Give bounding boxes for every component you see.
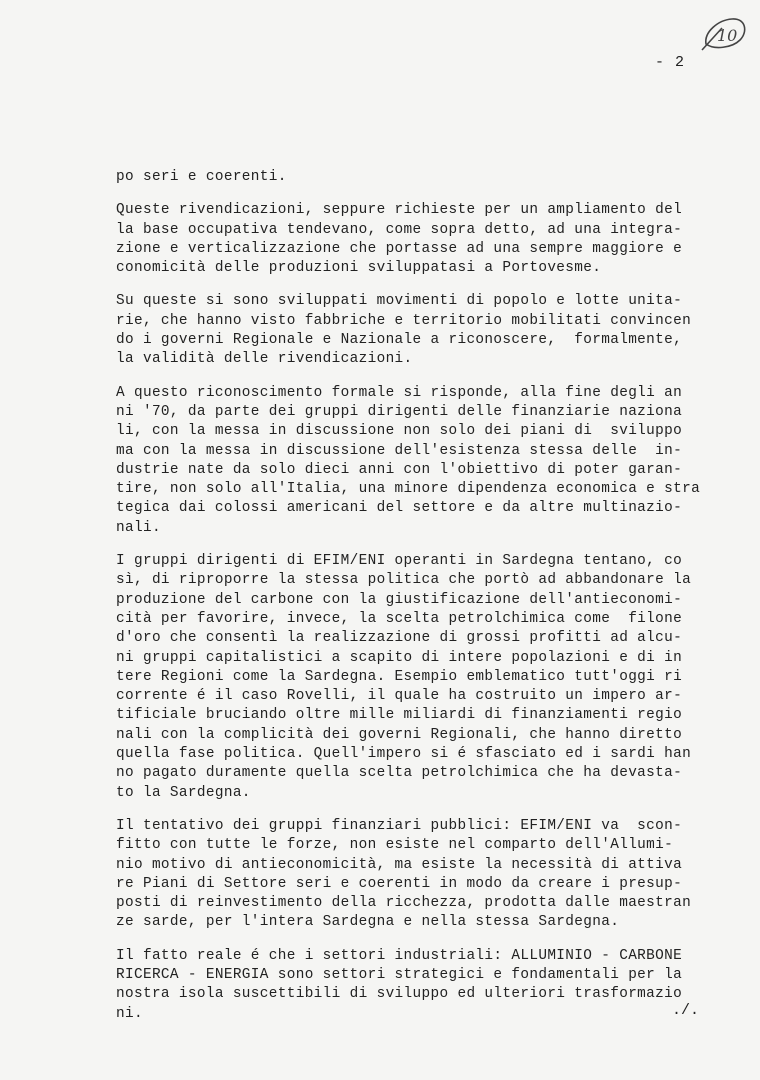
text-line: tificiale bruciando oltre mille miliardi di finanziamenti regio: [116, 707, 683, 724]
paragraph: [116, 168, 696, 187]
text-line: la validità delle rivendicazioni.: [116, 351, 413, 368]
text-line: tire, non solo all'Italia, una minore dipendenza economica e stra: [116, 481, 701, 498]
text-line: sì, di riproporre la stessa politica che portò ad abbandonare la: [116, 572, 692, 589]
page-number: - 2: [655, 54, 686, 71]
text-line: cità per favorire, invece, la scelta petrolchimica come filone: [116, 610, 683, 627]
text-line: ni '70, da parte dei gruppi dirigenti delle finanziarie naziona: [116, 403, 683, 420]
text-line: d'oro che consentì la realizzazione di grossi profitti ad alcu-: [116, 630, 683, 647]
text-line: nali.: [116, 519, 161, 536]
text-line: ma con la messa in discussione dell'esistenza stessa delle in-: [116, 442, 683, 459]
document-body: [116, 168, 701, 1038]
text-line: nio motivo di antieconomicità, ma esiste la necessità di attiva: [116, 856, 683, 873]
text-line: tegica dai colossi americani del settore e da altre multinazio-: [116, 500, 683, 517]
text-line: RICERCA - ENERGIA sono settori strategici e fondamentali per la: [116, 966, 683, 983]
paragraph: [116, 947, 696, 1024]
text-line: no pagato duramente quella scelta petrolchimica che ha devasta-: [116, 765, 683, 782]
text-line: Il fatto reale é che i settori industriali: ALLUMINIO - CARBONE: [116, 947, 683, 964]
text-line: to la Sardegna.: [116, 784, 251, 801]
text-line: dustrie nate da solo dieci anni con l'obiettivo di poter garan-: [116, 461, 683, 478]
text-line: posti di reinvestimento della ricchezza, prodotta dalle maestran: [116, 895, 692, 912]
text-line: ze sarde, per l'intera Sardegna e nella stessa Sardegna.: [116, 914, 620, 931]
handwritten-page-stamp: [700, 14, 750, 54]
text-line: nali con la complicità dei governi Regionali, che hanno diretto: [116, 726, 683, 743]
text-line: I gruppi dirigenti di EFIM/ENI operanti in Sardegna tentano, co: [116, 553, 683, 570]
text-line: rie, che hanno visto fabbriche e territorio mobilitati convincen: [116, 312, 692, 329]
text-line: Su queste si sono sviluppati movimenti di popolo e lotte unita-: [116, 293, 683, 310]
text-line: li, con la messa in discussione non solo dei piani di sviluppo: [116, 423, 683, 440]
text-line: Queste rivendicazioni, seppure richieste per un ampliamento del: [116, 202, 683, 219]
text-line: nostra isola suscettibili di sviluppo ed ulteriori trasformazio: [116, 986, 683, 1003]
text-line: do i governi Regionale e Nazionale a riconoscere, formalmente,: [116, 332, 683, 349]
text-line: A questo riconoscimento formale si risponde, alla fine degli an: [116, 384, 683, 401]
paragraph: [116, 817, 696, 933]
text-line: fitto con tutte le forze, non esiste nel comparto dell'Allumi-: [116, 837, 674, 854]
stamp-text: 10: [717, 26, 738, 45]
paragraph: [116, 384, 701, 538]
paragraph: [116, 552, 696, 803]
text-line: tere Regioni come la Sardegna. Esempio emblematico tutt'oggi ri: [116, 668, 683, 685]
text-line: quella fase politica. Quell'impero si é sfasciato ed i sardi han: [116, 746, 692, 763]
paragraph: [116, 201, 696, 278]
text-line: Il tentativo dei gruppi finanziari pubblici: EFIM/ENI va scon-: [116, 817, 683, 834]
text-line: po seri e coerenti.: [116, 169, 287, 185]
text-line: ni gruppi capitalistici a scapito di intere popolazioni e di in: [116, 649, 683, 666]
continuation-mark: ./.: [672, 1002, 700, 1019]
text-line: zione e verticalizzazione che portasse ad una sempre maggiore e: [116, 240, 683, 257]
text-line: conomicità delle produzioni sviluppatasi a Portovesme.: [116, 260, 602, 277]
text-line: re Piani di Settore seri e coerenti in modo da creare i presup-: [116, 875, 683, 892]
paragraph: [116, 292, 696, 369]
text-line: la base occupativa tendevano, come sopra detto, ad una integra-: [116, 221, 683, 238]
text-line: produzione del carbone con la giustificazione dell'antieconomi-: [116, 591, 683, 608]
text-line: ni.: [116, 1005, 143, 1022]
text-line: corrente é il caso Rovelli, il quale ha costruito un impero ar-: [116, 688, 683, 705]
